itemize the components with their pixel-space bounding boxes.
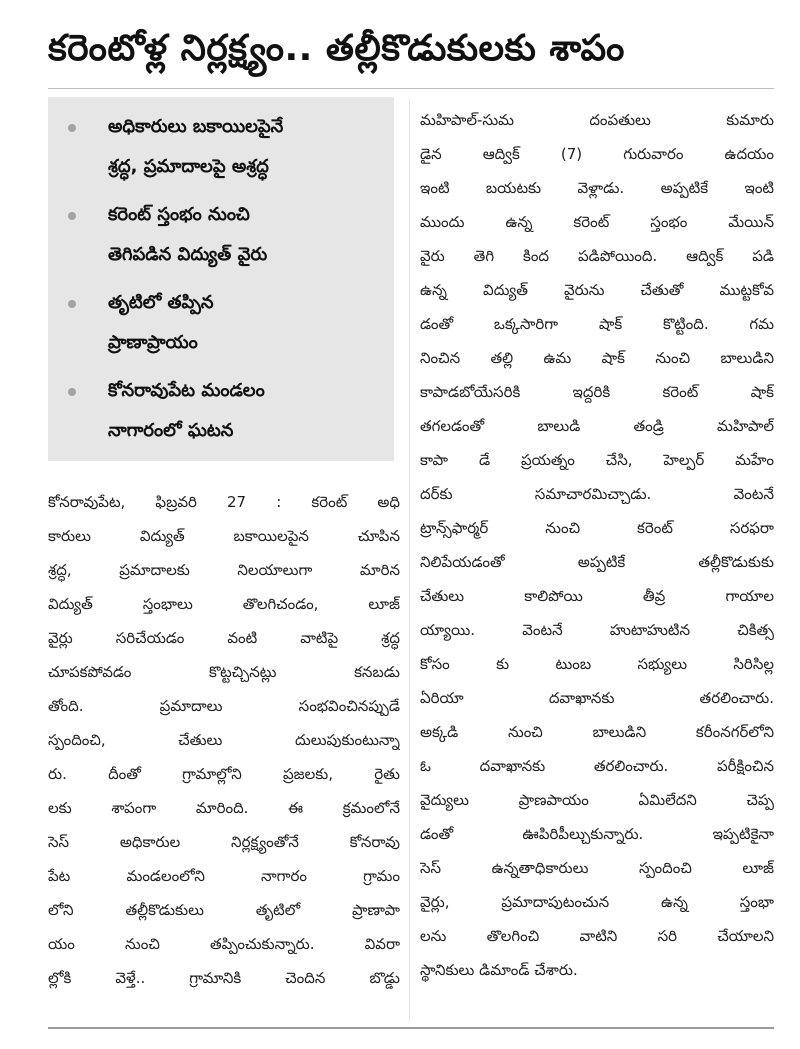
body-line: లను తొలగించి వాటిని సరి చేయాలని	[420, 927, 774, 945]
highlight-line: ప్రాణాప్రాయం	[108, 332, 198, 353]
bullet-icon	[68, 212, 76, 220]
body-line: చేతులు కాలిపోయి తీవ్ర గాయాల	[420, 587, 774, 605]
highlight-line: కరెంట్ స్తంభం నుంచి	[108, 204, 250, 225]
highlight-line: కోనరావుపేట మండలం	[108, 380, 265, 401]
highlight-line: అధికారులు బకాయిలపైనే	[108, 116, 284, 137]
body-line: నిలిపేయడంతో అప్పటికే తల్లీకొడుకుకు	[420, 553, 774, 571]
body-line: డంతో ఒక్కసారిగా షాక్ కొట్టింది. గమ	[420, 315, 774, 333]
body-line: తోంది. ప్రమాదాలు సంభవించినప్పుడే	[48, 697, 400, 715]
body-line: కోసం కు టుంబ సభ్యులు సిరిసిల్ల	[420, 655, 774, 673]
bottom-rule	[48, 1027, 774, 1029]
body-line: పేట మండలంలోని నాగారం గ్రామం	[48, 867, 400, 885]
body-line: ఓ దవాఖానకు తరలించారు. పరీక్షించిన	[420, 757, 774, 775]
body-line: వైరు తెగి కింద పడిపోయింది. ఆద్విక్ పడి	[420, 247, 774, 265]
body-line: వైర్లు సరిచేయడం వంటి వాటిపై శ్రద్ధ	[48, 629, 400, 647]
body-line: య్యాయి. వెంటనే హుటాహుటిన చికిత్స	[420, 621, 774, 639]
body-line: రు. దీంతో గ్రామాల్లోని ప్రజలకు, రైతు	[48, 765, 400, 783]
article-body-left	[48, 485, 400, 995]
body-line: స్థానికులు డిమాండ్ చేశారు.	[420, 961, 578, 979]
body-line: తగలడంతో బాలుడి తండ్రి మహిపాల్	[420, 417, 774, 435]
body-line: కాపాడబోయేసరికి ఇద్దరికి కరెంట్ షాక్	[420, 383, 774, 401]
body-line: చూపకపోవడం కొట్టచ్చినట్లు కనబడు	[48, 663, 400, 681]
article-headline: కరెంటోళ్ల నిర్లక్ష్యం.. తల్లీకొడుకులకు శాపం	[48, 28, 625, 69]
highlight-line: శ్రద్ధ, ప్రమాదాలపై అశ్రద్ధ	[108, 156, 269, 177]
body-line: ఉన్న విద్యుత్ వైరును చేతుతో ముట్టకోవ	[420, 281, 774, 299]
body-line: అక్కడి నుంచి బాలుడిని కరీంనగర్‌లోని	[420, 723, 774, 741]
body-line: స్పందించి, చేతులు దులుపుకుంటున్నా	[48, 731, 400, 749]
headline-rule	[48, 88, 774, 89]
body-line: డైన ఆద్విక్ (7) గురువారం ఉదయం	[420, 145, 774, 163]
body-line: డంతో ఊపిరిపీల్చుకున్నారు. ఇప్పటికైనా	[420, 825, 774, 843]
article-body-right	[420, 103, 774, 987]
body-line: ట్రాన్స్‌ఫార్మర్ నుంచి కరెంట్ సరఫరా	[420, 519, 774, 537]
body-line: వైర్లు, ప్రమాదాపుటంచున ఉన్న స్తంభా	[420, 893, 774, 911]
body-line: దర్‌కు సమాచారమిచ్చాడు. వెంటనే	[420, 485, 774, 503]
body-line: శ్రద్ధ, ప్రమాదాలకు నిలయాలుగా మారిన	[48, 561, 400, 579]
body-line: లకు శాపంగా మారింది. ఈ క్రమంలోనే	[48, 799, 400, 817]
bullet-icon	[68, 300, 76, 308]
body-line: విద్యుత్ స్తంభాలు తొలగిచండం, లూజ్	[48, 595, 400, 613]
bullet-icon	[68, 124, 76, 132]
body-line: ఏరియా దవాఖానకు తరలించారు.	[420, 689, 774, 707]
body-line: కాపా డే ప్రయత్నం చేసి, హెల్పర్ మహేం	[420, 451, 774, 469]
body-line: యం నుంచి తప్పించుకున్నారు. వివరా	[48, 935, 400, 953]
body-line: వైద్యులు ప్రాణపాయం ఏమిలేదని చెప్ప	[420, 791, 774, 809]
body-line: నించిన తల్లి ఉమ షాక్ నుంచి బాలుడిని	[420, 349, 774, 367]
highlight-line: తృటిలో తప్పిన	[108, 292, 214, 313]
body-line: లోని తల్లీకొడుకులు తృటిలో ప్రాణాపా	[48, 901, 400, 919]
body-line: సెస్ అధికారుల నిర్లక్ష్యంతోనే కోనరావు	[48, 833, 400, 851]
body-line: కోనరావుపేట, ఫిబ్రవరి 27 : కరెంట్ అధి	[48, 493, 400, 511]
body-line: ల్లోకి వెళ్తే.. గ్రామానికి చెందిన బొడ్డు	[48, 969, 400, 987]
body-line: మహిపాల్-సుమ దంపతులు కుమారు	[420, 111, 774, 129]
bullet-icon	[68, 388, 76, 396]
highlight-line: తెగిపడిన విద్యుత్ వైరు	[108, 244, 268, 265]
body-line: సెస్ ఉన్నతాధికారులు స్పందించి లూజ్	[420, 859, 774, 877]
column-divider	[409, 100, 410, 1020]
highlights-box	[48, 97, 394, 461]
body-line: ముందు ఉన్న కరెంట్ స్తంభం మేయిన్	[420, 213, 774, 231]
body-line: కారులు విద్యుత్ బకాయిలపైన చూపిన	[48, 527, 400, 545]
body-line: ఇంటి బయటకు వెళ్లాడు. అప్పటికే ఇంటి	[420, 179, 774, 197]
highlight-line: నాగారంలో ఘటన	[108, 420, 234, 441]
